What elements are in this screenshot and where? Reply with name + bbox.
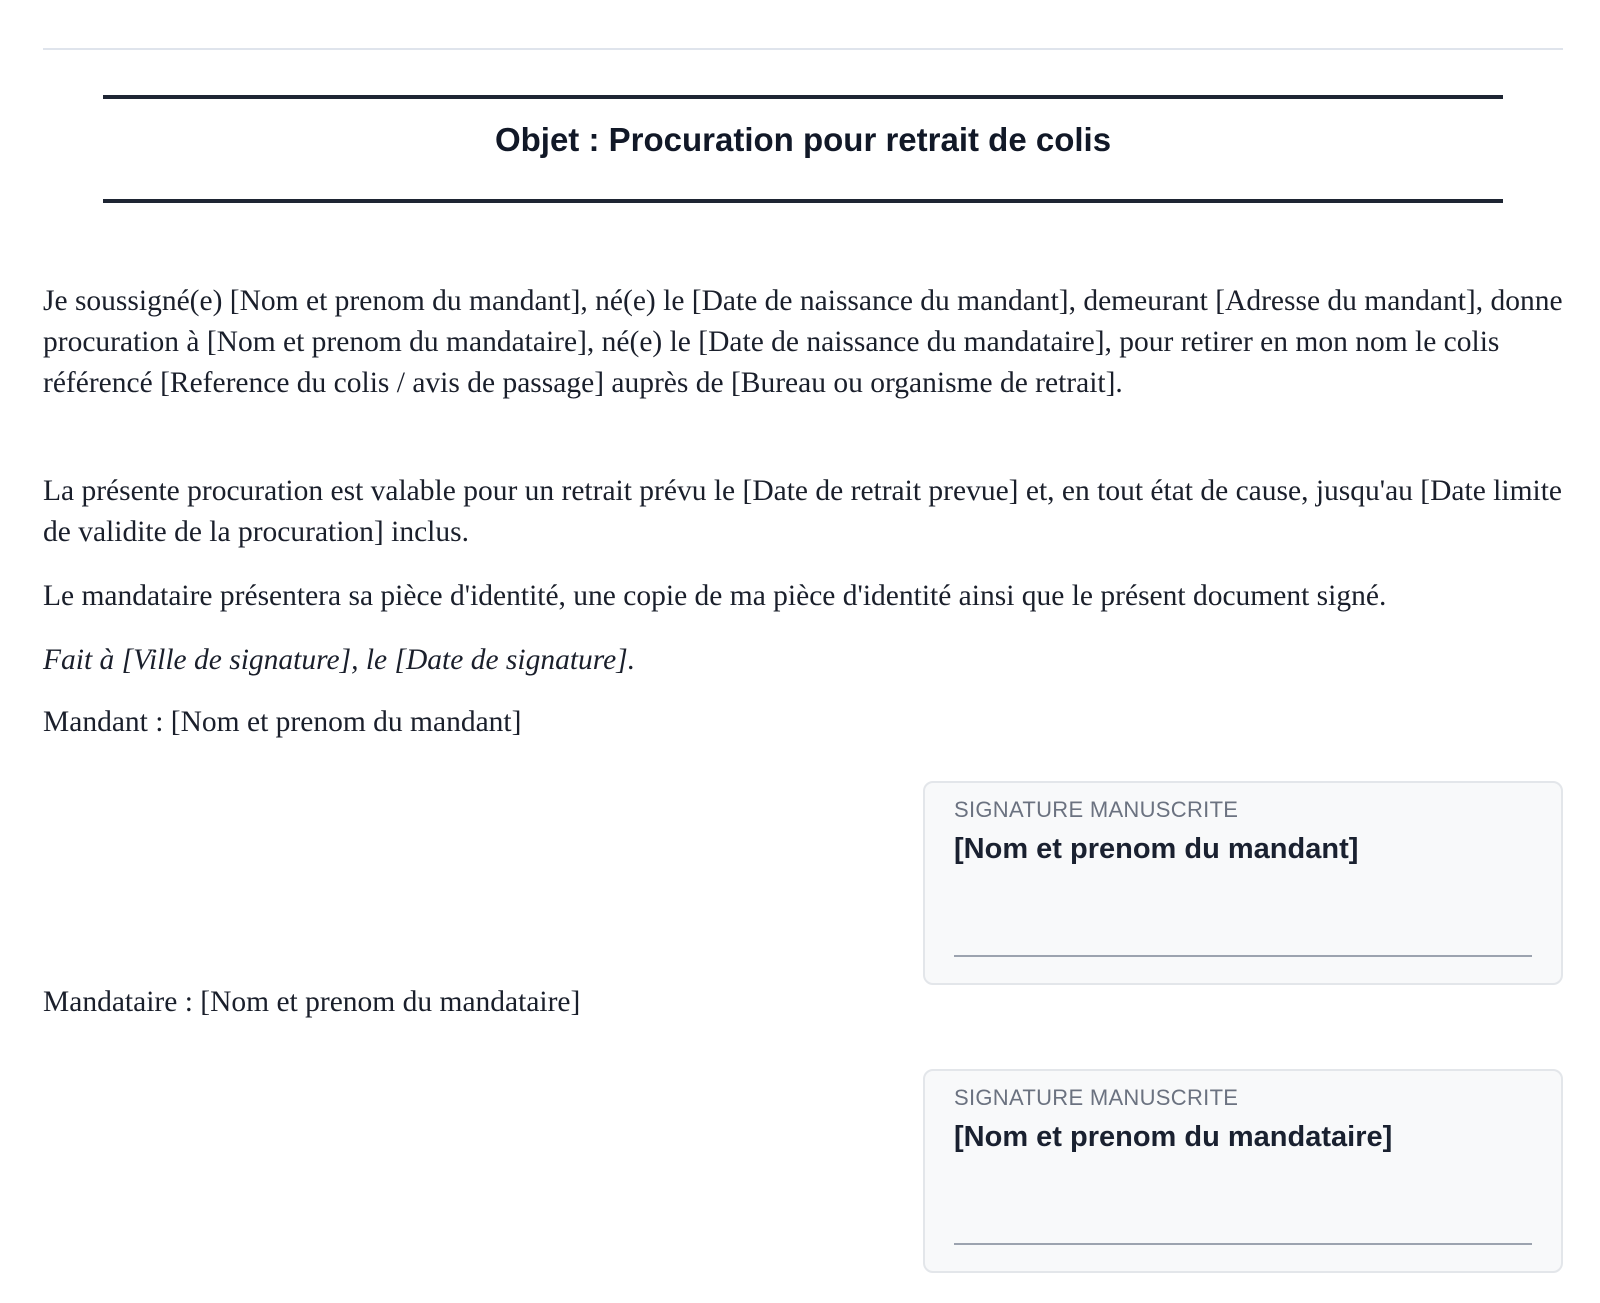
signature-name: [Nom et prenom du mandataire] (954, 1121, 1393, 1153)
intro-paragraph: Je soussigné(e) [Nom et prenom du mandant], né(e) le [Date de naissance du mandant], demeurant [Adresse du mandant], donne procuration à [Nom et prenom du mandataire], né(e) le [Date de naissance du mandataire], pour retirer en mon nom le colis référencé [Reference du colis / avis de passage] auprès de [Bureau ou organisme de retrait]. (43, 285, 1563, 399)
signature-box-mandant (923, 781, 1563, 985)
place-date-line: Fait à [Ville de signature], le [Date de signature]. (43, 644, 636, 676)
signature-line (954, 1243, 1532, 1245)
signature-name: [Nom et prenom du mandant] (954, 833, 1359, 865)
signature-line (954, 955, 1532, 957)
subject-title: Objet : Procuration pour retrait de colis (494, 121, 1112, 158)
top-divider (43, 48, 1563, 50)
signature-box-mandataire (923, 1069, 1563, 1273)
mandataire-line: Mandataire : [Nom et prenom du mandataire] (43, 986, 581, 1018)
signature-caption: SIGNATURE MANUSCRITE (954, 1085, 1239, 1110)
mandant-line: Mandant : [Nom et prenom du mandant] (43, 706, 522, 738)
subject-header (103, 95, 1503, 203)
validity-paragraph: La présente procuration est valable pour un retrait prévu le [Date de retrait prevue] et, en tout état de cause, jusqu'au [Date limite de validite de la procuration] inclus. (43, 475, 1563, 548)
documents-paragraph: Le mandataire présentera sa pièce d'identité, une copie de ma pièce d'identité ainsi que le présent document signé. (43, 580, 1387, 612)
signature-caption: SIGNATURE MANUSCRITE (954, 797, 1239, 822)
